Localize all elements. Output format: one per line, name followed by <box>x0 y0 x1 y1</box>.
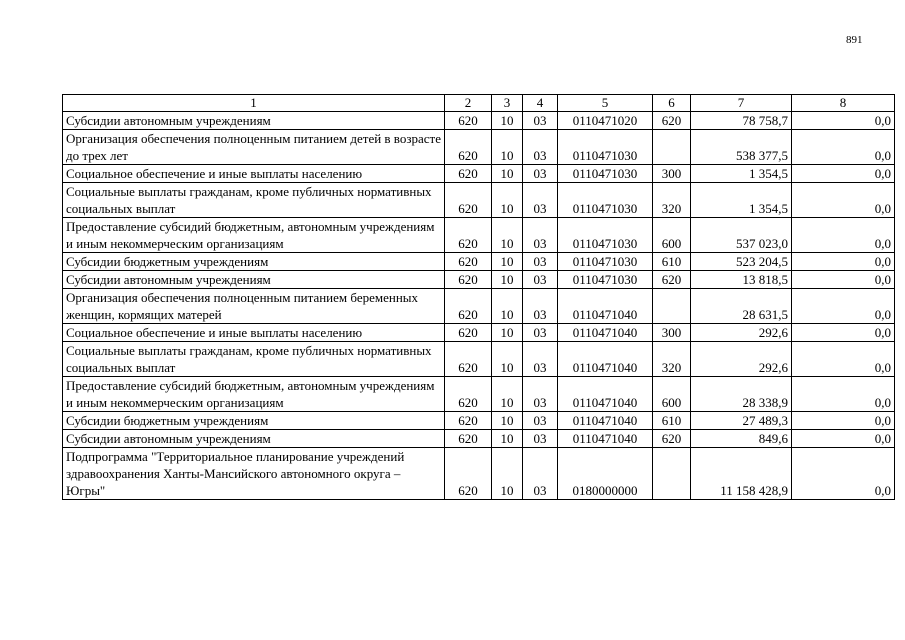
table-row <box>63 324 895 342</box>
table-row <box>63 342 895 377</box>
row-name: Организация обеспечения полноценным питанием детей в возрасте до трех лет <box>63 130 445 165</box>
cell-expense-type: 600 <box>653 377 691 412</box>
cell-admin-code: 620 <box>445 253 492 271</box>
cell-target-article: 0110471030 <box>558 130 653 165</box>
cell-amount-2: 0,0 <box>792 342 895 377</box>
cell-subsection: 03 <box>523 218 558 253</box>
cell-target-article: 0110471040 <box>558 430 653 448</box>
cell-subsection: 03 <box>523 324 558 342</box>
cell-amount-2: 0,0 <box>792 112 895 130</box>
cell-admin-code: 620 <box>445 412 492 430</box>
cell-admin-code: 620 <box>445 377 492 412</box>
cell-admin-code: 620 <box>445 165 492 183</box>
column-header: 4 <box>523 95 558 112</box>
cell-amount-2: 0,0 <box>792 324 895 342</box>
cell-amount-2: 0,0 <box>792 289 895 324</box>
cell-subsection: 03 <box>523 271 558 289</box>
cell-target-article: 0180000000 <box>558 448 653 500</box>
row-name: Субсидии автономным учреждениям <box>63 430 445 448</box>
column-header: 1 <box>63 95 445 112</box>
cell-target-article: 0110471030 <box>558 218 653 253</box>
cell-target-article: 0110471040 <box>558 289 653 324</box>
cell-admin-code: 620 <box>445 289 492 324</box>
row-name: Субсидии бюджетным учреждениям <box>63 412 445 430</box>
cell-amount: 11 158 428,9 <box>691 448 792 500</box>
row-name: Подпрограмма "Территориальное планирование учреждений здравоохранения Ханты-Мансийского автономного округа – Югры" <box>63 448 445 500</box>
cell-amount: 28 338,9 <box>691 377 792 412</box>
table-row <box>63 130 895 165</box>
table-body <box>63 112 895 500</box>
cell-section: 10 <box>492 412 523 430</box>
cell-expense-type <box>653 448 691 500</box>
table-row <box>63 218 895 253</box>
cell-amount: 537 023,0 <box>691 218 792 253</box>
cell-amount-2: 0,0 <box>792 412 895 430</box>
cell-expense-type: 610 <box>653 253 691 271</box>
column-header: 3 <box>492 95 523 112</box>
cell-expense-type: 620 <box>653 271 691 289</box>
cell-amount-2: 0,0 <box>792 183 895 218</box>
cell-expense-type: 620 <box>653 430 691 448</box>
cell-expense-type <box>653 130 691 165</box>
row-name: Социальные выплаты гражданам, кроме публичных нормативных социальных выплат <box>63 342 445 377</box>
cell-target-article: 0110471030 <box>558 183 653 218</box>
table-row <box>63 289 895 324</box>
cell-amount: 849,6 <box>691 430 792 448</box>
cell-section: 10 <box>492 377 523 412</box>
cell-amount: 78 758,7 <box>691 112 792 130</box>
row-name: Социальное обеспечение и иные выплаты населению <box>63 324 445 342</box>
column-header: 5 <box>558 95 653 112</box>
cell-section: 10 <box>492 448 523 500</box>
cell-subsection: 03 <box>523 165 558 183</box>
cell-admin-code: 620 <box>445 112 492 130</box>
cell-amount: 1 354,5 <box>691 183 792 218</box>
cell-expense-type: 320 <box>653 183 691 218</box>
cell-target-article: 0110471040 <box>558 324 653 342</box>
cell-expense-type: 300 <box>653 165 691 183</box>
column-header: 7 <box>691 95 792 112</box>
cell-amount-2: 0,0 <box>792 165 895 183</box>
cell-target-article: 0110471020 <box>558 112 653 130</box>
cell-subsection: 03 <box>523 412 558 430</box>
cell-section: 10 <box>492 253 523 271</box>
cell-subsection: 03 <box>523 289 558 324</box>
cell-amount-2: 0,0 <box>792 271 895 289</box>
table-row <box>63 412 895 430</box>
cell-section: 10 <box>492 112 523 130</box>
table-row <box>63 271 895 289</box>
cell-subsection: 03 <box>523 342 558 377</box>
row-name: Социальное обеспечение и иные выплаты населению <box>63 165 445 183</box>
row-name: Организация обеспечения полноценным питанием беременных женщин, кормящих матерей <box>63 289 445 324</box>
cell-amount-2: 0,0 <box>792 430 895 448</box>
cell-section: 10 <box>492 324 523 342</box>
cell-amount: 27 489,3 <box>691 412 792 430</box>
cell-expense-type: 600 <box>653 218 691 253</box>
cell-admin-code: 620 <box>445 130 492 165</box>
cell-target-article: 0110471040 <box>558 342 653 377</box>
column-header: 6 <box>653 95 691 112</box>
cell-expense-type: 320 <box>653 342 691 377</box>
cell-amount-2: 0,0 <box>792 130 895 165</box>
cell-amount: 13 818,5 <box>691 271 792 289</box>
cell-admin-code: 620 <box>445 324 492 342</box>
budget-table <box>62 94 895 500</box>
cell-amount: 1 354,5 <box>691 165 792 183</box>
cell-amount-2: 0,0 <box>792 218 895 253</box>
cell-expense-type <box>653 289 691 324</box>
table-row <box>63 112 895 130</box>
cell-admin-code: 620 <box>445 183 492 218</box>
row-name: Субсидии автономным учреждениям <box>63 271 445 289</box>
cell-subsection: 03 <box>523 377 558 412</box>
cell-admin-code: 620 <box>445 448 492 500</box>
page-number: 891 <box>846 34 863 46</box>
cell-section: 10 <box>492 183 523 218</box>
cell-subsection: 03 <box>523 430 558 448</box>
cell-admin-code: 620 <box>445 430 492 448</box>
cell-amount-2: 0,0 <box>792 377 895 412</box>
cell-amount: 523 204,5 <box>691 253 792 271</box>
cell-amount: 292,6 <box>691 324 792 342</box>
column-header: 2 <box>445 95 492 112</box>
cell-subsection: 03 <box>523 253 558 271</box>
row-name: Субсидии автономным учреждениям <box>63 112 445 130</box>
cell-expense-type: 610 <box>653 412 691 430</box>
table-row <box>63 183 895 218</box>
cell-admin-code: 620 <box>445 271 492 289</box>
table-row <box>63 448 895 500</box>
cell-target-article: 0110471030 <box>558 253 653 271</box>
table-header-row <box>63 95 895 112</box>
cell-section: 10 <box>492 165 523 183</box>
cell-target-article: 0110471030 <box>558 271 653 289</box>
row-name: Субсидии бюджетным учреждениям <box>63 253 445 271</box>
cell-section: 10 <box>492 289 523 324</box>
cell-section: 10 <box>492 430 523 448</box>
table-row <box>63 165 895 183</box>
cell-amount: 28 631,5 <box>691 289 792 324</box>
cell-admin-code: 620 <box>445 218 492 253</box>
cell-target-article: 0110471040 <box>558 412 653 430</box>
cell-target-article: 0110471040 <box>558 377 653 412</box>
cell-amount-2: 0,0 <box>792 253 895 271</box>
cell-section: 10 <box>492 342 523 377</box>
row-name: Предоставление субсидий бюджетным, автономным учреждениям и иным некоммерческим организациям <box>63 377 445 412</box>
column-header: 8 <box>792 95 895 112</box>
row-name: Предоставление субсидий бюджетным, автономным учреждениям и иным некоммерческим организациям <box>63 218 445 253</box>
cell-expense-type: 300 <box>653 324 691 342</box>
table-row <box>63 377 895 412</box>
cell-target-article: 0110471030 <box>558 165 653 183</box>
cell-expense-type: 620 <box>653 112 691 130</box>
table-row <box>63 430 895 448</box>
row-name: Социальные выплаты гражданам, кроме публичных нормативных социальных выплат <box>63 183 445 218</box>
cell-subsection: 03 <box>523 130 558 165</box>
cell-amount: 292,6 <box>691 342 792 377</box>
cell-section: 10 <box>492 271 523 289</box>
cell-amount-2: 0,0 <box>792 448 895 500</box>
cell-admin-code: 620 <box>445 342 492 377</box>
cell-section: 10 <box>492 218 523 253</box>
cell-subsection: 03 <box>523 112 558 130</box>
table-row <box>63 253 895 271</box>
cell-amount: 538 377,5 <box>691 130 792 165</box>
cell-subsection: 03 <box>523 448 558 500</box>
cell-section: 10 <box>492 130 523 165</box>
cell-subsection: 03 <box>523 183 558 218</box>
